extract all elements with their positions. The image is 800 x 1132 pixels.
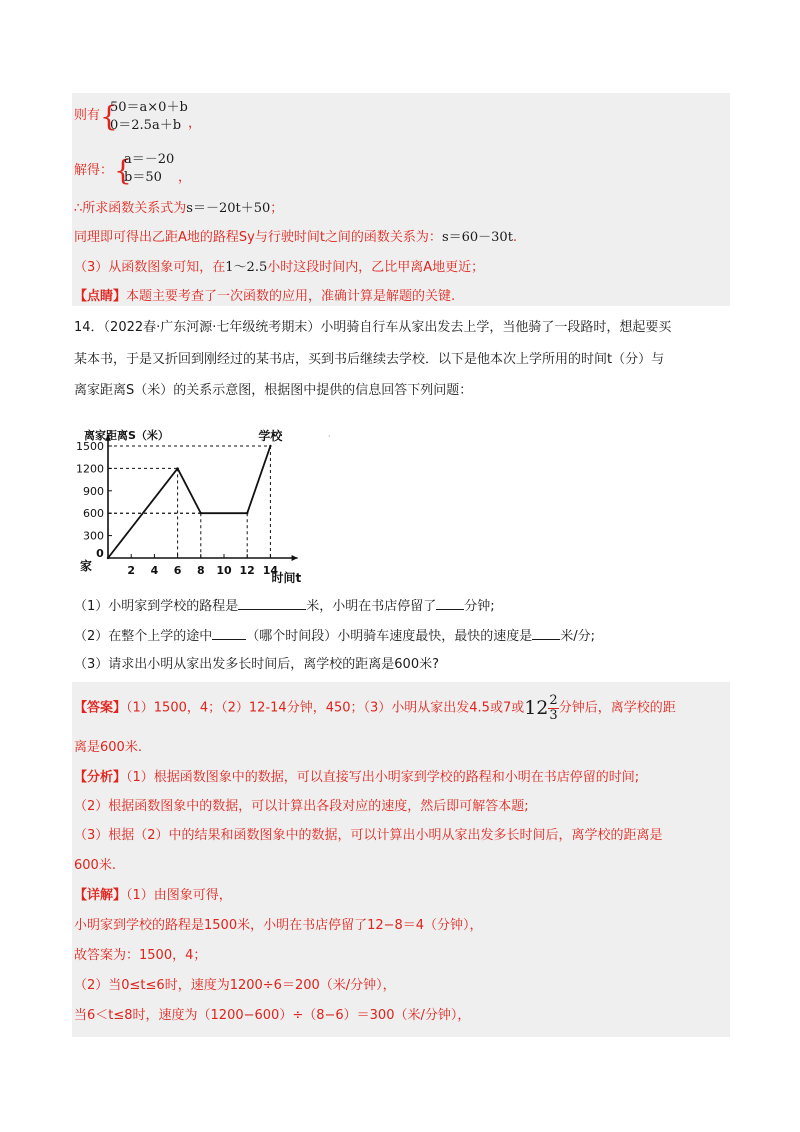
answer-blank-period[interactable] <box>212 625 246 640</box>
comment-text: 本题主要考查了一次函数的应用，准确计算是解题的关键. <box>126 289 456 304</box>
data-point <box>107 557 109 559</box>
sub2-a: （2）在整个上学的途中 <box>74 629 213 644</box>
series-line <box>108 446 270 558</box>
line3-formula: s＝－20t＋50 <box>186 201 271 216</box>
eq1-row1: 50＝a×0＋b <box>110 100 188 115</box>
y-tick-label: 1200 <box>76 462 104 476</box>
detail-line-1 <box>74 886 232 906</box>
sub1-c: 分钟; <box>464 599 495 614</box>
detail-line-4: （2）当0≤t≤6时，速度为1200÷6＝200（米/分钟）， <box>74 978 396 993</box>
eq2-suffix: ， <box>178 170 192 185</box>
y-axis-label: 离家距离S（米） <box>84 428 169 442</box>
eq2-row2: b＝50 <box>124 170 162 185</box>
brace-1: { <box>100 100 118 133</box>
equation-system-1 <box>74 106 100 126</box>
eq1-prefix: 则有 <box>74 108 101 123</box>
data-point <box>200 512 202 514</box>
home-label: 家 <box>79 559 93 573</box>
question-line-1 <box>74 318 671 338</box>
comment-line <box>74 287 455 307</box>
eq1-rows <box>110 99 188 135</box>
eq1-row2: 0＝2.5a＋b <box>110 118 182 133</box>
line3-end: ； <box>270 201 284 216</box>
part3-line <box>74 258 484 278</box>
y-tick-label: 600 <box>83 507 104 521</box>
answer-blank-stay-time[interactable] <box>436 595 464 610</box>
similar-result-line <box>74 228 517 248</box>
question-line-2: 某本书，于是又折回到刚经过的某书店，买到书后继续去学校．以下是他本次上学所用的时间t（分）与 <box>74 352 665 367</box>
detail-tag: 【详解】 <box>74 888 127 903</box>
x-tick-label: 12 <box>239 564 255 577</box>
x-tick-label: 14 <box>262 564 279 577</box>
line5-range: 1～2.5 <box>225 260 268 275</box>
x-tick-label: 2 <box>127 564 136 577</box>
data-point <box>269 445 271 447</box>
stray-mark: · <box>328 432 331 441</box>
question-line-3: 离家距离S（米）的关系示意图，根据图中提供的信息回答下列问题： <box>74 383 473 398</box>
sub1-b: 米，小明在书店停留了 <box>306 599 437 614</box>
detail-line-5: 当6＜t≤8时，速度为（1200−600）÷（8−6）＝300（米/分钟）， <box>74 1008 471 1023</box>
line4-end: . <box>512 230 518 245</box>
school-label: 学校 <box>258 429 283 443</box>
sub-question-3: （3）请求出小明从家出发多长时间后，离学校的距离是600米? <box>74 657 439 672</box>
x-tick-label: 10 <box>216 564 232 577</box>
line4-text: 同理即可得出乙距A地的路程Sy与行驶时间t之间的函数关系为： <box>74 230 442 245</box>
mixed-number-whole: 12 <box>524 697 549 719</box>
answer-text-a: （1）1500，4；（2）12-14分钟，450；（3）小明从家出发4.5或7或 <box>126 700 525 716</box>
line5-a: （3）从函数图象可知，在 <box>74 260 226 275</box>
mixed-number-fraction <box>548 694 558 723</box>
origin-label: 0 <box>96 547 104 560</box>
analysis-line-1 <box>74 768 639 788</box>
comment-tag: 【点睛】 <box>74 289 127 304</box>
fraction-denominator: 3 <box>549 707 558 723</box>
answer-line-1 <box>74 690 676 727</box>
y-tick-label: 1500 <box>76 440 104 453</box>
y-tick-label: 300 <box>83 529 104 543</box>
distance-time-chart <box>70 410 350 586</box>
x-tick-label: 4 <box>150 564 159 577</box>
analysis-line-3: （3）根据（2）中的结果和函数图象中的数据，可以计算出小明从家出发多长时间后，离学校的距离是 <box>74 828 663 843</box>
analysis-line-2: （2）根据函数图象中的数据，可以计算出各段对应的速度，然后即可解答本题; <box>74 799 529 814</box>
analysis-text-1: （1）根据函数图象中的数据，可以直接写出小明家到学校的路程和小明在书店停留的时间; <box>126 770 640 785</box>
eq1-suffix: ， <box>188 116 202 131</box>
answer-line-2: 离是600米. <box>74 740 142 755</box>
sub-question-1 <box>74 595 495 617</box>
question-number: 14． <box>74 320 104 335</box>
sub2-b: （哪个时间段）小明骑车速度最快，最快的速度是 <box>246 629 533 644</box>
sub2-c: 米/分; <box>560 629 596 644</box>
sub1-a: （1）小明家到学校的路程是 <box>74 599 239 614</box>
question-line1: （2022春·广东河源·七年级统考期末）小明骑自行车从家出发去上学，当他骑了一段路时，想起要买 <box>103 320 672 335</box>
eq2-prefix: 解得： <box>74 163 114 178</box>
analysis-tag: 【分析】 <box>74 770 127 785</box>
equation-system-2 <box>74 161 113 181</box>
detail-line-3: 故答案为：1500，4； <box>74 948 207 963</box>
x-tick-label: 6 <box>173 564 182 577</box>
answer-blank-distance[interactable] <box>238 595 306 610</box>
eq2-row1: a＝－20 <box>124 152 175 167</box>
line5-b: 小时这段时间内，乙比甲离A地更近； <box>267 260 485 275</box>
x-tick-label: 8 <box>196 564 205 577</box>
answer-blank-speed[interactable] <box>532 625 560 640</box>
data-point <box>176 467 178 469</box>
analysis-line-4: 600米. <box>74 858 116 873</box>
answer-text-b: 分钟后，离学校的距 <box>558 700 676 716</box>
answer-tag: 【答案】 <box>74 700 127 716</box>
y-tick-label: 900 <box>83 484 104 498</box>
line3-text: ∴所求函数关系式为 <box>74 201 187 216</box>
x-axis-label: 时间t <box>271 571 302 585</box>
detail-line-2: 小明家到学校的路程是1500米，小明在书店停留了12−8＝4（分钟）， <box>74 918 483 933</box>
line4-formula: s＝60－30t <box>441 230 513 245</box>
eq2-rows <box>124 151 174 187</box>
x-axis-arrow <box>292 555 298 561</box>
sub-question-2 <box>74 625 595 647</box>
detail-text-1: （1）由图象可得， <box>126 888 232 903</box>
function-result-line <box>74 199 283 219</box>
data-point <box>246 512 248 514</box>
brace-2: { <box>114 154 132 187</box>
fraction-numerator: 2 <box>549 692 558 708</box>
